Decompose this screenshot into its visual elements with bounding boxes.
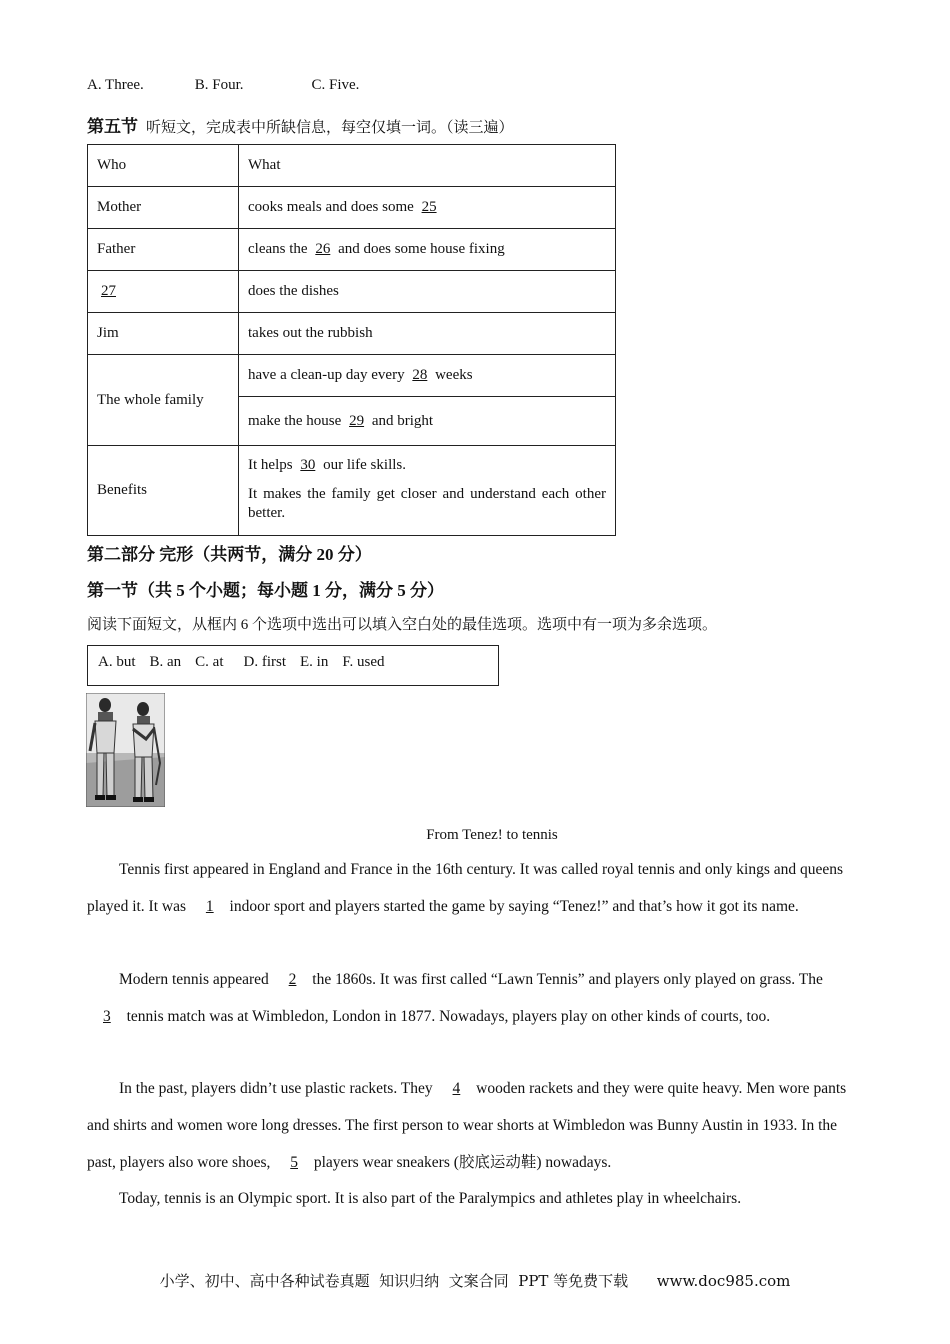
word-option: D. first bbox=[243, 654, 287, 670]
paragraph-text: indoor sport and players started the game by saying “Tenez!” and that’s how it got its name. bbox=[225, 898, 799, 915]
blank-28: 28 bbox=[412, 367, 428, 383]
page-footer: 小学、初中、高中各种试卷真题 知识归纳 文案合同 PPT 等免费下载 www.doc985.com bbox=[159, 1272, 791, 1290]
cell-who: Father bbox=[88, 229, 239, 271]
header-who: Who bbox=[88, 145, 239, 187]
word-option: F. used bbox=[342, 654, 385, 670]
table-row bbox=[88, 355, 616, 397]
word-option: E. in bbox=[300, 654, 329, 670]
cell-text: our life skills. bbox=[319, 457, 406, 473]
cell-text: make the house bbox=[248, 412, 346, 429]
table-header-row bbox=[88, 145, 616, 187]
cell-who: Benefits bbox=[88, 446, 239, 536]
cell-what bbox=[239, 446, 616, 536]
article-paragraph bbox=[87, 961, 862, 1035]
paragraph-text: the 1860s. It was first called “Lawn Tennis” and players only played on grass. The bbox=[308, 971, 823, 988]
previous-question-options bbox=[87, 77, 359, 94]
vintage-tennis-players-photo bbox=[86, 693, 165, 807]
section5-heading-line bbox=[87, 112, 514, 137]
section5-instruction: 听短文，完成表中所缺信息，每空仅填一词。（读三遍） bbox=[146, 120, 514, 136]
cell-what bbox=[239, 229, 616, 271]
cell-what: does the dishes bbox=[239, 271, 616, 313]
cell-who: The whole family bbox=[88, 355, 239, 446]
blank-3: 3 bbox=[103, 1008, 111, 1025]
header-what: What bbox=[239, 145, 616, 187]
blank-5: 5 bbox=[290, 1154, 298, 1171]
paragraph-text: Modern tennis appeared bbox=[119, 971, 273, 988]
table-row bbox=[88, 271, 616, 313]
cell-text: and bright bbox=[368, 412, 434, 429]
cell-what: takes out the rubbish bbox=[239, 313, 616, 355]
blank-26: 26 bbox=[315, 241, 331, 257]
article-paragraph bbox=[87, 1070, 862, 1181]
cell-what bbox=[239, 397, 616, 446]
listening-info-table bbox=[87, 144, 616, 536]
blank-25: 25 bbox=[421, 199, 437, 215]
blank-30: 30 bbox=[300, 457, 316, 473]
word-option: A. but bbox=[98, 654, 136, 670]
cell-who bbox=[88, 271, 239, 313]
blank-27: 27 bbox=[101, 283, 116, 299]
paragraph-text: tennis match was at Wimbledon, London in 1877. Nowadays, players play on other kinds of courts, too. bbox=[122, 1008, 771, 1025]
word-option: B. an bbox=[149, 654, 182, 670]
option-a: A. Three. bbox=[87, 77, 144, 93]
part2-heading: 第二部分 完形（共两节，满分 20 分） bbox=[87, 545, 372, 564]
blank-29: 29 bbox=[349, 412, 365, 429]
paragraph-text: wooden rackets and they were quite heavy. Men wore pants and shirts and women wore long dresses. The first person to wear shorts at Wimbledon was Bunny Austin in 1933. In the past, players also wore shoes, bbox=[87, 1080, 847, 1171]
cell-text: cooks meals and does some bbox=[248, 199, 418, 215]
table-row bbox=[88, 446, 616, 536]
benefit-line: It makes the family get closer and understand each other better. bbox=[248, 486, 606, 521]
section1-heading: 第一节（共 5 个小题；每小题 1 分，满分 5 分） bbox=[87, 581, 444, 600]
cell-text: It helps bbox=[248, 457, 297, 473]
cell-who: Mother bbox=[88, 187, 239, 229]
cell-who: Jim bbox=[88, 313, 239, 355]
paragraph-text: players wear sneakers (胶底运动鞋) nowadays. bbox=[310, 1154, 612, 1171]
option-b: B. Four. bbox=[194, 77, 244, 93]
section1-instruction: 阅读下面短文，从框内 6 个选项中选出可以填入空白处的最佳选项。选项中有一项为多余选项。 bbox=[87, 617, 718, 633]
table-row bbox=[88, 313, 616, 355]
option-c: C. Five. bbox=[311, 77, 360, 93]
blank-2: 2 bbox=[288, 971, 297, 988]
table-row bbox=[88, 187, 616, 229]
benefit-line bbox=[248, 456, 606, 475]
paragraph-text: In the past, players didn’t use plastic rackets. They bbox=[119, 1080, 437, 1097]
blank-1: 1 bbox=[205, 898, 214, 915]
word-option: C. at bbox=[195, 654, 224, 670]
cell-text: weeks bbox=[431, 367, 473, 383]
paragraph-text: Tennis first appeared in England and France in the 16th century. It was called royal tennis and only kings and queens played it. It was bbox=[87, 861, 844, 915]
cell-text: have a clean-up day every bbox=[248, 367, 409, 383]
cell-text: and does some house fixing bbox=[334, 241, 505, 257]
cell-what bbox=[239, 187, 616, 229]
table-row bbox=[88, 229, 616, 271]
article-paragraph bbox=[87, 851, 862, 925]
section5-heading: 第五节 bbox=[87, 117, 138, 136]
word-option-box bbox=[87, 645, 499, 686]
article-title: From Tenez! to tennis bbox=[426, 827, 558, 843]
cell-what bbox=[239, 355, 616, 397]
cell-text: cleans the bbox=[248, 241, 312, 257]
article-paragraph: Today, tennis is an Olympic sport. It is also part of the Paralympics and athletes play in wheelchairs. bbox=[119, 1190, 742, 1207]
blank-4: 4 bbox=[452, 1080, 461, 1097]
